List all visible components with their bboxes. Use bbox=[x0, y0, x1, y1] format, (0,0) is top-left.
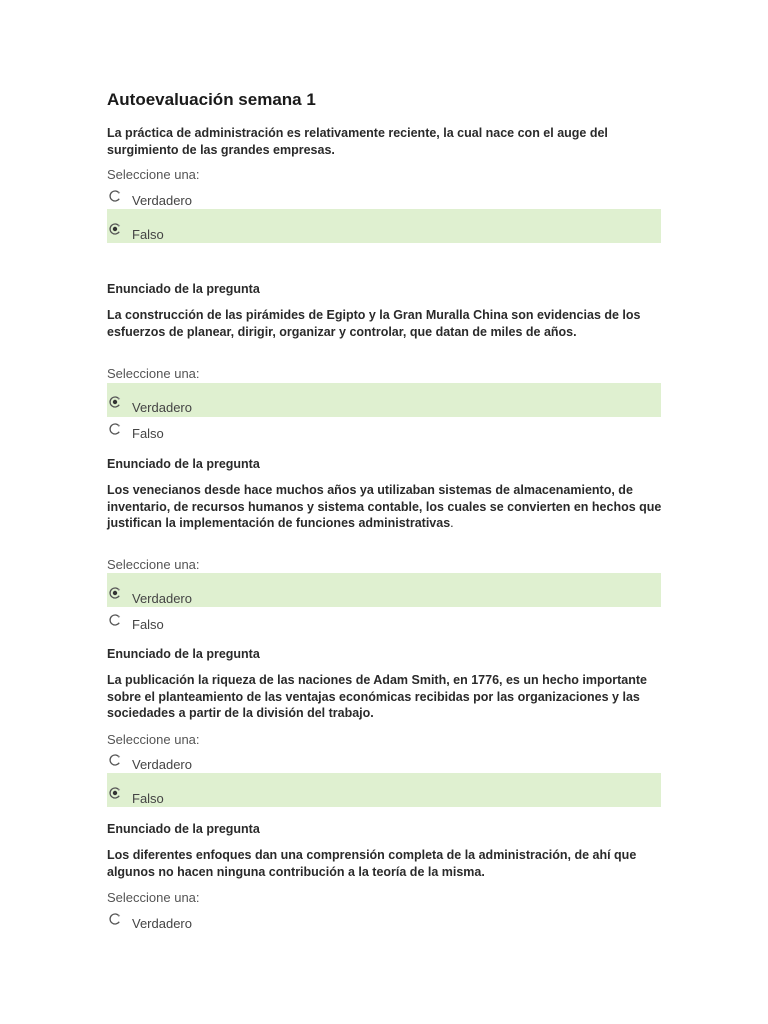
radio-checked-icon[interactable] bbox=[109, 586, 121, 598]
question-1-option-falso[interactable] bbox=[107, 209, 661, 243]
option-label: Verdadero bbox=[132, 193, 192, 208]
page-title: Autoevaluación semana 1 bbox=[107, 90, 316, 109]
option-label: Verdadero bbox=[132, 916, 192, 931]
question-4-option-falso[interactable] bbox=[107, 773, 661, 807]
option-label: Falso bbox=[132, 227, 164, 242]
question-5-prompt: Seleccione una: bbox=[107, 890, 200, 905]
question-3-option-verdadero[interactable] bbox=[107, 573, 661, 607]
question-1-text: La práctica de administración es relativamente reciente, la cual nace con el auge del surgimiento de las grandes empresas. bbox=[107, 126, 608, 157]
radio-unchecked-icon[interactable] bbox=[109, 613, 121, 625]
question-2-prompt: Seleccione una: bbox=[107, 366, 200, 381]
question-4-prompt: Seleccione una: bbox=[107, 732, 200, 747]
question-2-heading: Enunciado de la pregunta bbox=[107, 282, 260, 296]
question-3-text: Los venecianos desde hace muchos años ya utilizaban sistemas de almacenamiento, de inventario, de recursos humanos y sistema contable, los cuales se convierten en hechos que justifican la implementación de funciones administrativas. bbox=[107, 483, 662, 530]
question-5-option-verdadero[interactable] bbox=[107, 907, 661, 941]
question-5-text: Los diferentes enfoques dan una comprensión completa de la administración, de ahí que algunos no hacen ninguna contribución a la teoría de la misma. bbox=[107, 848, 637, 879]
question-2-option-verdadero[interactable] bbox=[107, 383, 661, 417]
option-label: Verdadero bbox=[132, 400, 192, 415]
option-label: Falso bbox=[132, 426, 164, 441]
radio-checked-icon[interactable] bbox=[109, 786, 121, 798]
option-label: Verdadero bbox=[132, 591, 192, 606]
question-2-option-falso[interactable] bbox=[107, 417, 661, 451]
question-3-option-falso[interactable] bbox=[107, 608, 661, 642]
radio-checked-icon[interactable] bbox=[109, 395, 121, 407]
option-label: Falso bbox=[132, 617, 164, 632]
option-label: Verdadero bbox=[132, 757, 192, 772]
question-1-prompt: Seleccione una: bbox=[107, 167, 200, 182]
radio-unchecked-icon[interactable] bbox=[109, 753, 121, 765]
question-3-heading: Enunciado de la pregunta bbox=[107, 457, 260, 471]
option-label: Falso bbox=[132, 791, 164, 806]
question-3-prompt: Seleccione una: bbox=[107, 557, 200, 572]
question-4-heading: Enunciado de la pregunta bbox=[107, 647, 260, 661]
question-2-text: La construcción de las pirámides de Egipto y la Gran Muralla China son evidencias de los esfuerzos de planear, dirigir, organizar y controlar, que datan de miles de años. bbox=[107, 308, 641, 339]
radio-unchecked-icon[interactable] bbox=[109, 189, 121, 201]
radio-unchecked-icon[interactable] bbox=[109, 912, 121, 924]
question-5-heading: Enunciado de la pregunta bbox=[107, 822, 260, 836]
radio-checked-icon[interactable] bbox=[109, 222, 121, 234]
radio-unchecked-icon[interactable] bbox=[109, 422, 121, 434]
question-4-text: La publicación la riqueza de las naciones de Adam Smith, en 1776, es un hecho importante sobre el planteamiento de las ventajas económicas recibidas por las organizaciones y las sociedades a partir de la división del trabajo. bbox=[107, 673, 647, 720]
